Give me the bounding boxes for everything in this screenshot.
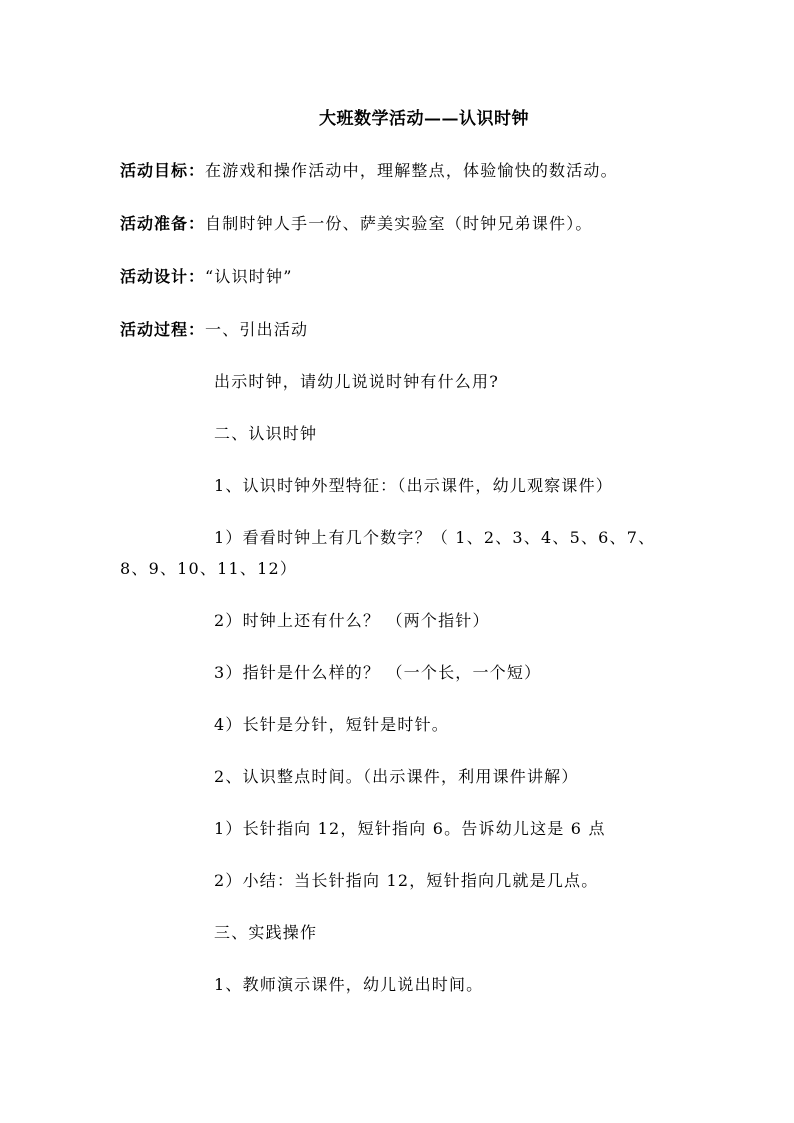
- document-title: 大班数学活动——认识时钟: [319, 109, 529, 129]
- section-preparation: [120, 212, 593, 236]
- section-design-text: “认识时钟”: [205, 267, 293, 286]
- process-heading: 三、实践操作: [214, 923, 318, 942]
- process-paragraph: 1）长针指向 12，短针指向 6。告诉幼儿这是 6 点: [214, 819, 606, 838]
- process-paragraph: 4）长针是分针，短针是时针。: [214, 715, 449, 734]
- section-preparation-text: 自制时钟人手一份、萨美实验室（时钟兄弟课件）。: [205, 214, 593, 233]
- section-preparation-label: 活动准备：: [120, 214, 206, 233]
- section-goal-text: 在游戏和操作活动中，理解整点，体验愉快的数活动。: [205, 161, 618, 180]
- process-paragraph: 1、教师演示课件，幼儿说出时间。: [214, 975, 484, 994]
- process-paragraph: 出示时钟，请幼儿说说时钟有什么用?: [214, 372, 499, 391]
- process-paragraph: 2）小结：当长针指向 12，短针指向几就是几点。: [214, 871, 599, 890]
- process-paragraph: 1）看看时钟上有几个数字？（ 1、2、3、4、5、6、7、: [214, 528, 656, 547]
- section-process-text: 一、引出活动: [205, 320, 309, 339]
- section-process-label: 活动过程：: [120, 320, 206, 339]
- section-design: [120, 265, 293, 289]
- section-design-label: 活动设计：: [120, 267, 206, 286]
- process-paragraph: 1、认识时钟外型特征：（出示课件，幼儿观察课件）: [214, 476, 613, 495]
- process-paragraph: 2）时钟上还有什么？ （两个指针）: [214, 611, 490, 630]
- process-heading: 二、认识时钟: [214, 424, 318, 443]
- process-paragraph-continued: 8、9、10、11、12）: [120, 559, 298, 578]
- section-process: [120, 318, 308, 342]
- process-paragraph: 2、认识整点时间。（出示课件，利用课件讲解）: [214, 767, 579, 786]
- process-paragraph: 3）指针是什么样的？ （一个长，一个短）: [214, 663, 542, 682]
- section-goal: [120, 159, 618, 183]
- section-goal-label: 活动目标：: [120, 161, 206, 180]
